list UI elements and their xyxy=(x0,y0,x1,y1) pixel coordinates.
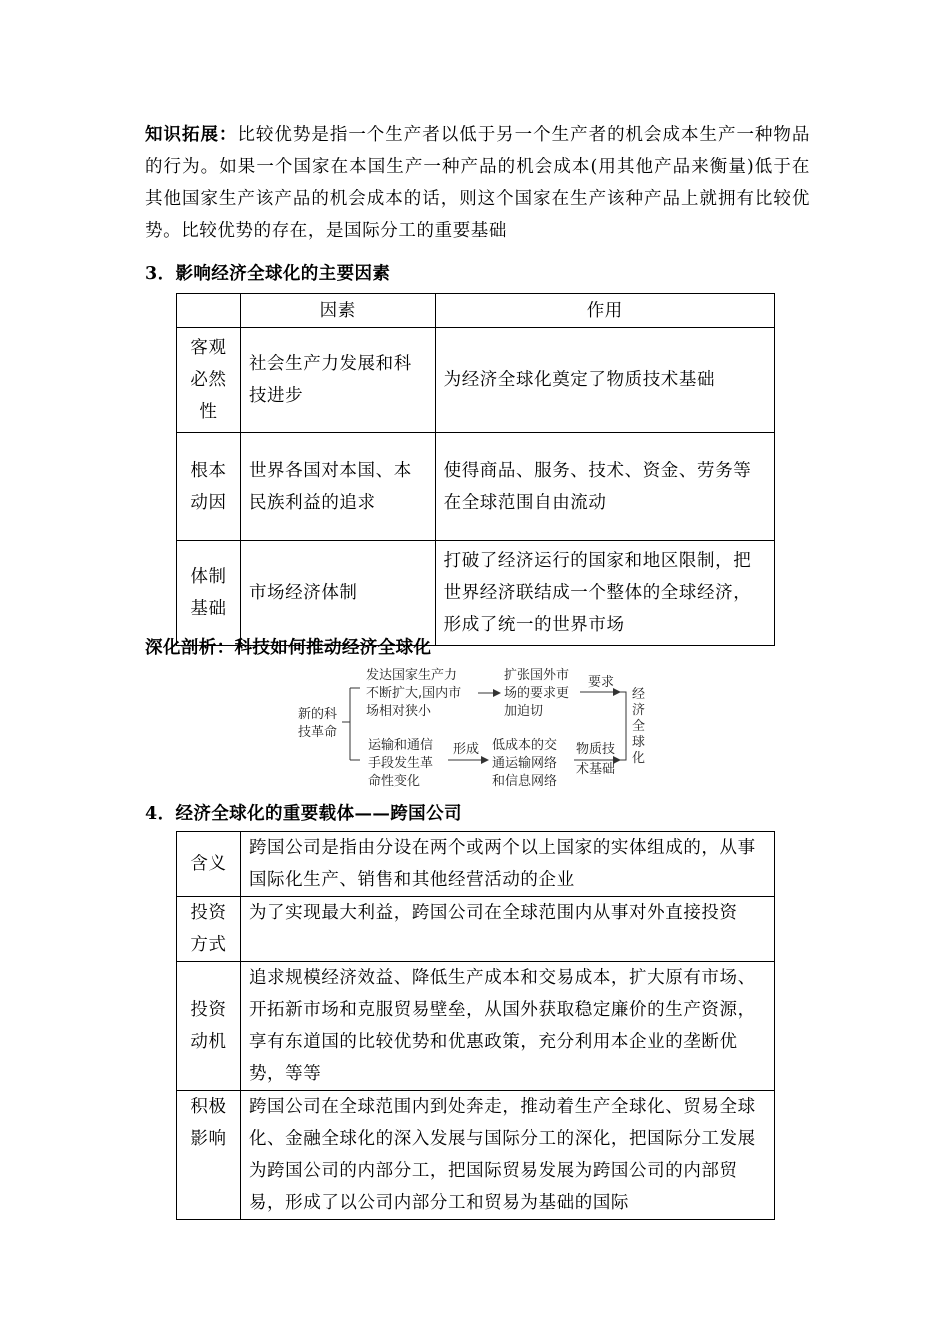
header-cell: 作用 xyxy=(435,294,774,328)
top-arrow-label: 要求 xyxy=(588,675,615,690)
top2-line: 扩张国外市 xyxy=(504,668,570,683)
row-label: 含义 xyxy=(177,832,241,897)
section4-title: 4．经济全球化的重要载体——跨国公司 xyxy=(145,804,462,824)
bot-arrow2-line: 术基础 xyxy=(576,762,616,777)
bot1-line: 运输和通信 xyxy=(368,738,434,753)
bot2-line: 低成本的交 xyxy=(492,738,558,753)
row-text: 追求规模经济效益、降低生产成本和交易成本，扩大原有市场、开拓新市场和克服贸易壁垒，从国外获取稳定廉价的生产资源，享有东道国的比较优势和优惠政策，充分利用本企业的垄断优势，等等 xyxy=(240,962,774,1091)
root-line: 新的科 xyxy=(298,707,338,722)
globalization-flow-diagram xyxy=(290,660,660,790)
row-label: 客观必然性 xyxy=(177,328,241,433)
effect-cell: 打破了经济运行的国家和地区限制，把世界经济联结成一个整体的全球经济，形成了统一的世界市场 xyxy=(435,541,774,646)
result-char: 全 xyxy=(632,719,646,734)
row-text: 为了实现最大利益，跨国公司在全球范围内从事对外直接投资 xyxy=(240,897,774,962)
result-char: 球 xyxy=(632,735,646,750)
bot1-line: 手段发生革 xyxy=(368,756,434,771)
effect-cell: 使得商品、服务、技术、资金、劳务等在全球范围自由流动 xyxy=(435,433,774,541)
bot2-line: 通运输网络 xyxy=(492,756,558,771)
table-row xyxy=(177,433,775,541)
table-row xyxy=(177,328,775,433)
table-row xyxy=(177,1091,775,1220)
row-label: 投资方式 xyxy=(177,897,241,962)
section3-title: 3．影响经济全球化的主要因素 xyxy=(145,264,391,284)
table-row xyxy=(177,832,775,897)
top2-line: 加迫切 xyxy=(504,704,544,719)
bot-arrow2-line: 物质技 xyxy=(576,742,616,757)
result-char: 经 xyxy=(632,687,646,702)
deep-analysis-title: 深化剖析：科技如何推动经济全球化 xyxy=(145,638,432,658)
table-row xyxy=(177,897,775,962)
bot2-line: 和信息网络 xyxy=(492,774,558,789)
top1-line: 发达国家生产力 xyxy=(366,668,458,683)
result-char: 化 xyxy=(632,751,646,766)
knowledge-text: 比较优势是指一个生产者以低于另一个生产者的机会成本生产一种物品的行为。如果一个国家在本国生产一种产品的机会成本(用其他产品来衡量)低于在其他国家生产该产品的机会成本的话，则这个国家在生产该种产品上就拥有比较优势。比较优势的存在，是国际分工的重要基础 xyxy=(145,125,810,241)
row-text: 跨国公司是指由分设在两个或两个以上国家的实体组成的，从事国际化生产、销售和其他经营活动的企业 xyxy=(240,832,774,897)
knowledge-paragraph xyxy=(145,119,810,247)
header-cell: 因素 xyxy=(240,294,435,328)
top1-line: 不断扩大,国内市 xyxy=(366,686,462,701)
header-cell xyxy=(177,294,241,328)
factor-cell: 社会生产力发展和科技进步 xyxy=(240,328,435,433)
row-label: 积极影响 xyxy=(177,1091,241,1220)
root-line: 技革命 xyxy=(298,725,338,740)
factor-cell: 世界各国对本国、本民族利益的追求 xyxy=(240,433,435,541)
table-row xyxy=(177,541,775,646)
table-header-row xyxy=(177,294,775,328)
factor-cell: 市场经济体制 xyxy=(240,541,435,646)
knowledge-label: 知识拓展： xyxy=(145,125,238,145)
top2-line: 场的要求更 xyxy=(504,686,570,701)
top1-line: 场相对狭小 xyxy=(366,704,432,719)
row-label: 根本动因 xyxy=(177,433,241,541)
row-text: 跨国公司在全球范围内到处奔走，推动着生产全球化、贸易全球化、金融全球化的深入发展与国际分工的深化，把国际分工发展为跨国公司的内部分工，把国际贸易发展为跨国公司的内部贸易，形成了以公司内部分工和贸易为基础的国际 xyxy=(240,1091,774,1220)
multinational-table xyxy=(176,831,775,1220)
factors-table xyxy=(176,293,775,646)
table-row xyxy=(177,962,775,1091)
row-label: 投资动机 xyxy=(177,962,241,1091)
row-label: 体制基础 xyxy=(177,541,241,646)
result-char: 济 xyxy=(632,703,646,718)
bot1-line: 命性变化 xyxy=(368,774,421,789)
bot-arrow-label: 形成 xyxy=(453,742,480,757)
effect-cell: 为经济全球化奠定了物质技术基础 xyxy=(435,328,774,433)
